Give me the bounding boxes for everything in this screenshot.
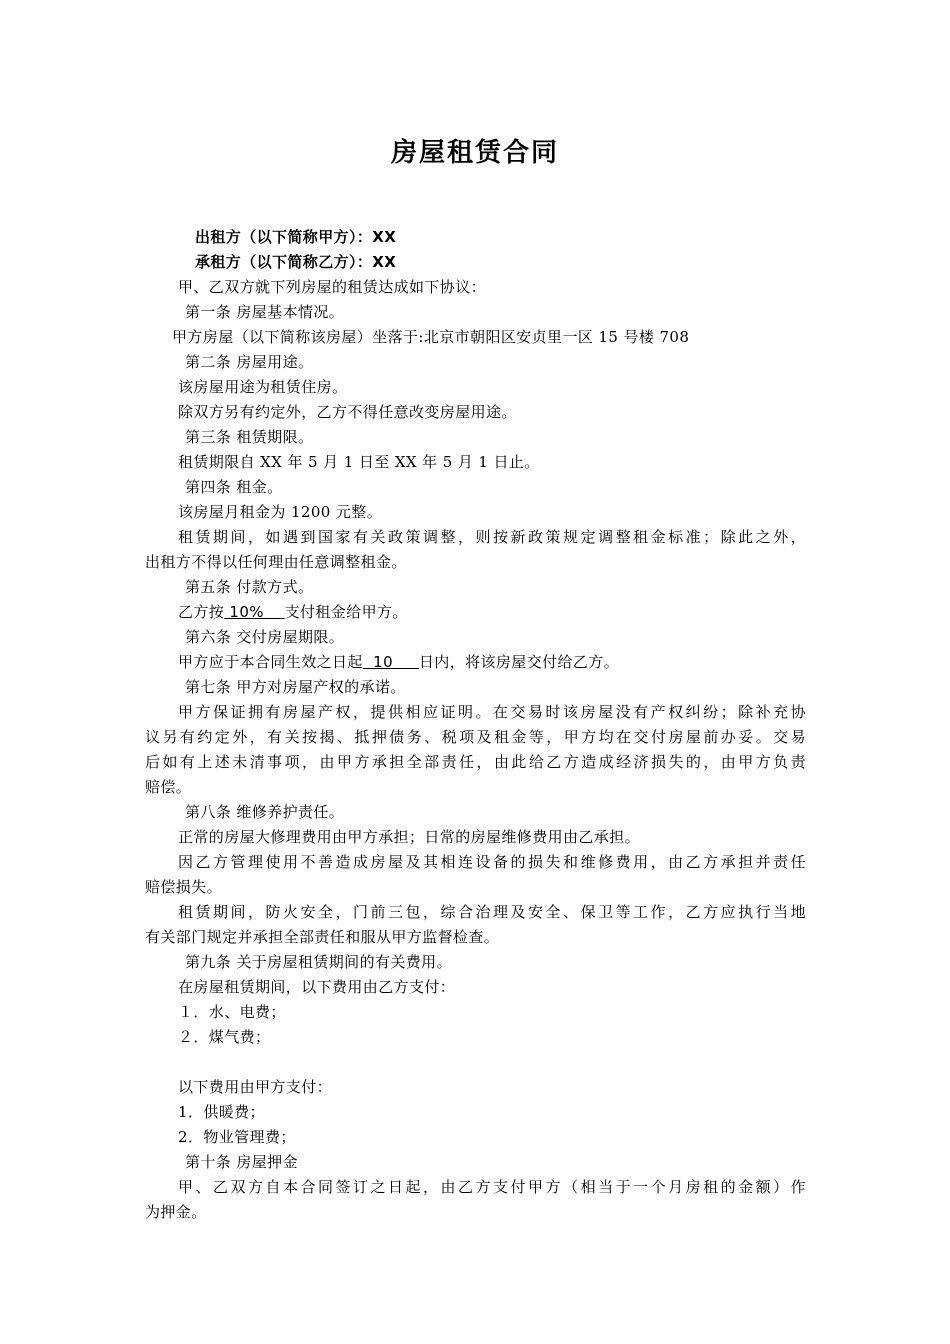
article-4-heading: 第四条 租金。 <box>185 478 283 496</box>
payment-ratio-value: 10% <box>224 603 285 621</box>
lessee-line: 承租方（以下简称乙方）：XX <box>195 253 397 271</box>
article-7-line-1: 甲方保证拥有房屋产权，提供相应证明。在交易时该房屋没有产权纠纷；除补充协 <box>178 703 806 721</box>
article-6-text <box>178 651 619 673</box>
article-9-item-4: 2．物业管理费； <box>178 1128 296 1146</box>
article-10-line-2: 为押金。 <box>145 1203 207 1221</box>
article-8-heading: 第八条 维修养护责任。 <box>185 803 345 821</box>
article-9-line-2: 以下费用由甲方支付： <box>178 1078 333 1096</box>
article-7-heading: 第七条 甲方对房屋产权的承诺。 <box>185 678 406 696</box>
page-title: 房屋租赁合同 <box>390 138 559 168</box>
article-3-heading: 第三条 租赁期限。 <box>185 428 314 446</box>
article-6-heading: 第六条 交付房屋期限。 <box>185 628 345 646</box>
article-9-item-3: 1．供暖费； <box>178 1103 265 1121</box>
article-9-item-1: １．水、电费； <box>178 1003 286 1021</box>
article-8-line-1: 正常的房屋大修理费用由甲方承担；日常的房屋维修费用由乙承担。 <box>178 828 641 846</box>
article-6-text-pre: 甲方应于本合同生效之日起 <box>178 653 363 671</box>
article-4-paragraph-line-1: 租赁期间，如遇到国家有关政策调整，则按新政策规定调整租金标准；除此之外， <box>178 528 806 546</box>
article-1-text: 甲方房屋（以下简称该房屋）坐落于:北京市朝阳区安贞里一区 15 号楼 708 <box>172 328 690 346</box>
article-8-paragraph-3-line-2: 有关部门规定并承担全部责任和服从甲方监督检查。 <box>145 928 500 946</box>
article-10-line-1: 甲、乙双方自本合同签订之日起，由乙方支付甲方（相当于一个月房租的金额）作 <box>178 1178 806 1196</box>
article-5-heading: 第五条 付款方式。 <box>185 578 314 596</box>
article-9-heading: 第九条 关于房屋租赁期间的有关费用。 <box>185 953 452 971</box>
article-5-text <box>178 601 408 623</box>
article-9-line-1: 在房屋租赁期间，以下费用由乙方支付： <box>178 978 456 996</box>
article-10-heading: 第十条 房屋押金 <box>185 1153 298 1171</box>
article-7-line-3: 后如有上述未清事项，由甲方承担全部责任，由此给乙方造成经济损失的，由甲方负责 <box>145 753 806 771</box>
article-9-item-2: ２．煤气费； <box>178 1028 271 1046</box>
article-3-text: 租赁期限自 XX 年 5 月 1 日至 XX 年 5 月 1 日止。 <box>178 453 540 471</box>
intro-line: 甲、乙双方就下列房屋的租赁达成如下协议： <box>178 278 487 296</box>
article-2-heading: 第二条 房屋用途。 <box>185 353 314 371</box>
article-1-heading: 第一条 房屋基本情况。 <box>185 303 345 321</box>
article-4-line-1: 该房屋月租金为 1200 元整。 <box>178 503 383 521</box>
article-7-line-4: 赔偿。 <box>145 778 192 796</box>
article-5-text-post: 支付租金给甲方。 <box>284 603 408 621</box>
article-5-text-pre: 乙方按 <box>178 603 225 621</box>
lessor-line: 出租方（以下简称甲方）：XX <box>195 228 397 246</box>
article-6-text-post: 日内，将该房屋交付给乙方。 <box>418 653 620 671</box>
article-8-paragraph-2-line-2: 赔偿损失。 <box>145 878 223 896</box>
article-8-paragraph-2-line-1: 因乙方管理使用不善造成房屋及其相连设备的损失和维修费用，由乙方承担并责任 <box>178 853 806 871</box>
article-7-line-2: 议另有约定外，有关按揭、抵押债务、税项及租金等，甲方均在交付房屋前办妥。交易 <box>145 728 806 746</box>
article-8-paragraph-3-line-1: 租赁期间，防火安全，门前三包，综合治理及安全、保卫等工作，乙方应执行当地 <box>178 903 806 921</box>
article-2-line-1: 该房屋用途为租赁住房。 <box>178 378 348 396</box>
article-4-paragraph-line-2: 出租方不得以任何理由任意调整租金。 <box>145 553 407 571</box>
article-2-line-2: 除双方另有约定外，乙方不得任意改变房屋用途。 <box>178 403 517 421</box>
delivery-days-value: 10 <box>362 653 419 671</box>
